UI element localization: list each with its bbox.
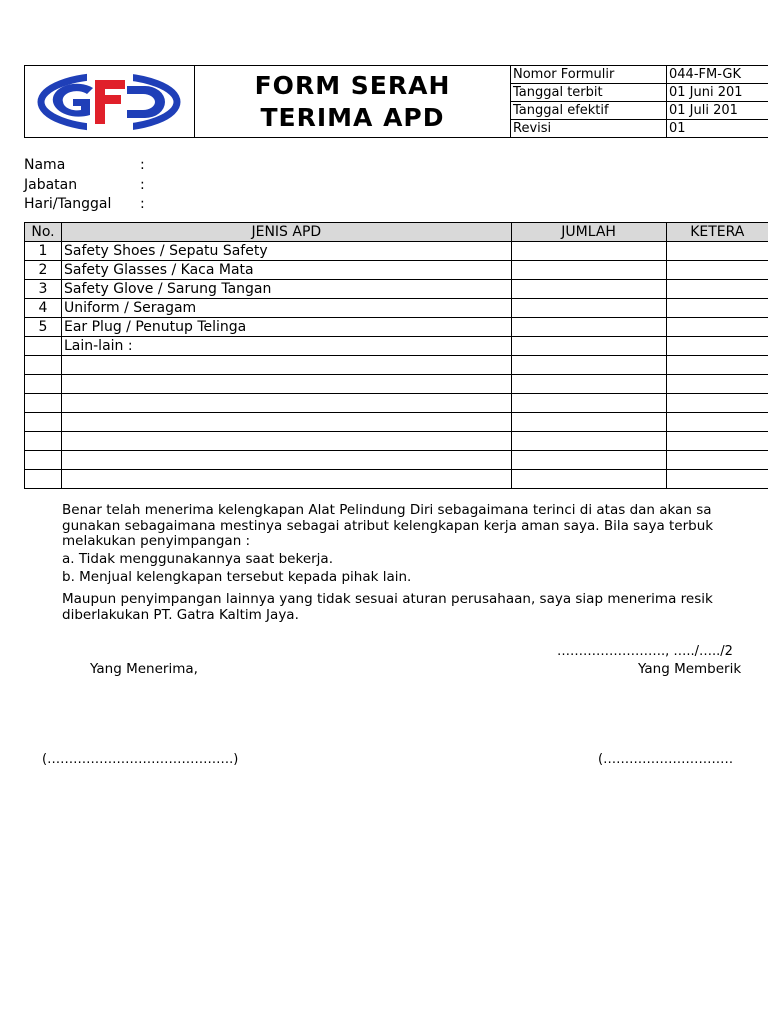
row-jenis-apd [61, 413, 511, 432]
meta-row [511, 84, 768, 102]
row-keterangan-cell[interactable] [666, 261, 768, 280]
jabatan-label: Jabatan [24, 177, 78, 193]
table-row [25, 394, 768, 413]
row-no: 3 [25, 280, 62, 299]
table-row [25, 451, 768, 470]
apd-table [24, 222, 768, 489]
row-keterangan-cell[interactable] [666, 432, 768, 451]
row-no: 4 [25, 299, 62, 318]
row-jenis-apd [61, 470, 511, 489]
form-title-line2: TERIMA APD [260, 102, 445, 132]
row-no [25, 432, 62, 451]
statement-line2: gunakan sebagaimana mestinya sebagai atribut kelengkapan kerja aman saya. Bila saya terbuk [62, 518, 714, 534]
row-jenis-apd [61, 451, 511, 470]
row-jumlah-cell[interactable] [511, 299, 666, 318]
company-logo-icon [25, 66, 194, 137]
row-jenis-apd: Uniform / Seragam [61, 299, 511, 318]
statement-line4: Maupun penyimpangan lainnya yang tidak sesuai aturan perusahaan, saya siap menerima resik [62, 591, 713, 607]
row-jumlah-cell[interactable] [511, 318, 666, 337]
jabatan-colon[interactable]: : [140, 177, 145, 193]
row-jumlah-cell[interactable] [511, 356, 666, 375]
row-jumlah-cell[interactable] [511, 337, 666, 356]
row-no [25, 394, 62, 413]
table-row [25, 280, 768, 299]
row-jumlah-cell[interactable] [511, 242, 666, 261]
table-header-row [25, 223, 768, 242]
row-no: 2 [25, 261, 62, 280]
row-jumlah-cell[interactable] [511, 261, 666, 280]
meta-label: Tanggal efektif [511, 102, 667, 120]
header-keterangan: KETERA [666, 223, 768, 242]
meta-value: 01 [667, 120, 768, 138]
table-row [25, 432, 768, 451]
date-place-line[interactable]: ……………………., …../…../2 [557, 644, 733, 659]
meta-value: 01 Juni 201 [667, 84, 768, 102]
row-jenis-apd [61, 375, 511, 394]
row-keterangan-cell[interactable] [666, 375, 768, 394]
giver-label: Yang Memberik [638, 661, 742, 677]
row-no [25, 470, 62, 489]
nama-label: Nama [24, 157, 66, 173]
header-jumlah: JUMLAH [511, 223, 666, 242]
meta-value: 01 Juli 201 [667, 102, 768, 120]
row-keterangan-cell[interactable] [666, 470, 768, 489]
hari-tanggal-label: Hari/Tanggal [24, 196, 112, 212]
header-no: No. [25, 223, 62, 242]
row-no [25, 375, 62, 394]
meta-label: Tanggal terbit [511, 84, 667, 102]
receiver-label: Yang Menerima, [90, 661, 198, 677]
meta-label: Nomor Formulir [511, 66, 667, 84]
meta-row [511, 66, 768, 84]
row-no [25, 337, 62, 356]
row-keterangan-cell[interactable] [666, 280, 768, 299]
form-title-line1: FORM SERAH [254, 70, 451, 100]
row-keterangan-cell[interactable] [666, 242, 768, 261]
meta-row [511, 102, 768, 120]
table-row [25, 261, 768, 280]
statement-line5: diberlakukan PT. Gatra Kaltim Jaya. [62, 607, 299, 623]
row-keterangan-cell[interactable] [666, 356, 768, 375]
row-jumlah-cell[interactable] [511, 432, 666, 451]
row-jenis-apd [61, 432, 511, 451]
table-row [25, 299, 768, 318]
statement-item-b: b. Menjual kelengkapan tersebut kepada pihak lain. [62, 569, 412, 585]
table-row [25, 337, 768, 356]
row-jenis-apd: Safety Glove / Sarung Tangan [61, 280, 511, 299]
statement-line3: melakukan penyimpangan : [62, 533, 251, 549]
header-jenis-apd: JENIS APD [61, 223, 511, 242]
table-row [25, 470, 768, 489]
meta-label: Revisi [511, 120, 667, 138]
logo-cell [24, 65, 195, 138]
row-keterangan-cell[interactable] [666, 299, 768, 318]
giver-signature-line[interactable]: (………………………… [598, 752, 734, 767]
table-row [25, 375, 768, 394]
row-keterangan-cell[interactable] [666, 337, 768, 356]
form-title [195, 65, 510, 138]
receiver-signature-line[interactable]: (…………………………………….) [42, 752, 239, 767]
row-jumlah-cell[interactable] [511, 394, 666, 413]
meta-row [511, 120, 768, 138]
meta-value: 044-FM-GK [667, 66, 768, 84]
table-row [25, 242, 768, 261]
table-row [25, 413, 768, 432]
row-keterangan-cell[interactable] [666, 318, 768, 337]
row-jumlah-cell[interactable] [511, 280, 666, 299]
row-keterangan-cell[interactable] [666, 413, 768, 432]
statement-line1: Benar telah menerima kelengkapan Alat Pelindung Diri sebagaimana terinci di atas dan akan sa [62, 502, 712, 518]
nama-colon[interactable]: : [140, 157, 145, 173]
row-jumlah-cell[interactable] [511, 470, 666, 489]
row-no [25, 451, 62, 470]
row-jumlah-cell[interactable] [511, 375, 666, 394]
row-jumlah-cell[interactable] [511, 413, 666, 432]
table-row [25, 356, 768, 375]
row-jenis-apd: Safety Glasses / Kaca Mata [61, 261, 511, 280]
table-row [25, 318, 768, 337]
row-jenis-apd: Lain-lain : [61, 337, 511, 356]
statement-item-a: a. Tidak menggunakannya saat bekerja. [62, 551, 333, 567]
row-no [25, 356, 62, 375]
document-meta-table [510, 65, 768, 138]
row-jenis-apd: Safety Shoes / Sepatu Safety [61, 242, 511, 261]
row-jenis-apd [61, 356, 511, 375]
row-keterangan-cell[interactable] [666, 451, 768, 470]
row-jenis-apd [61, 394, 511, 413]
row-jumlah-cell[interactable] [511, 451, 666, 470]
hari-tanggal-colon[interactable]: : [140, 196, 145, 212]
row-no: 1 [25, 242, 62, 261]
row-no: 5 [25, 318, 62, 337]
row-no [25, 413, 62, 432]
row-jenis-apd: Ear Plug / Penutup Telinga [61, 318, 511, 337]
row-keterangan-cell[interactable] [666, 394, 768, 413]
